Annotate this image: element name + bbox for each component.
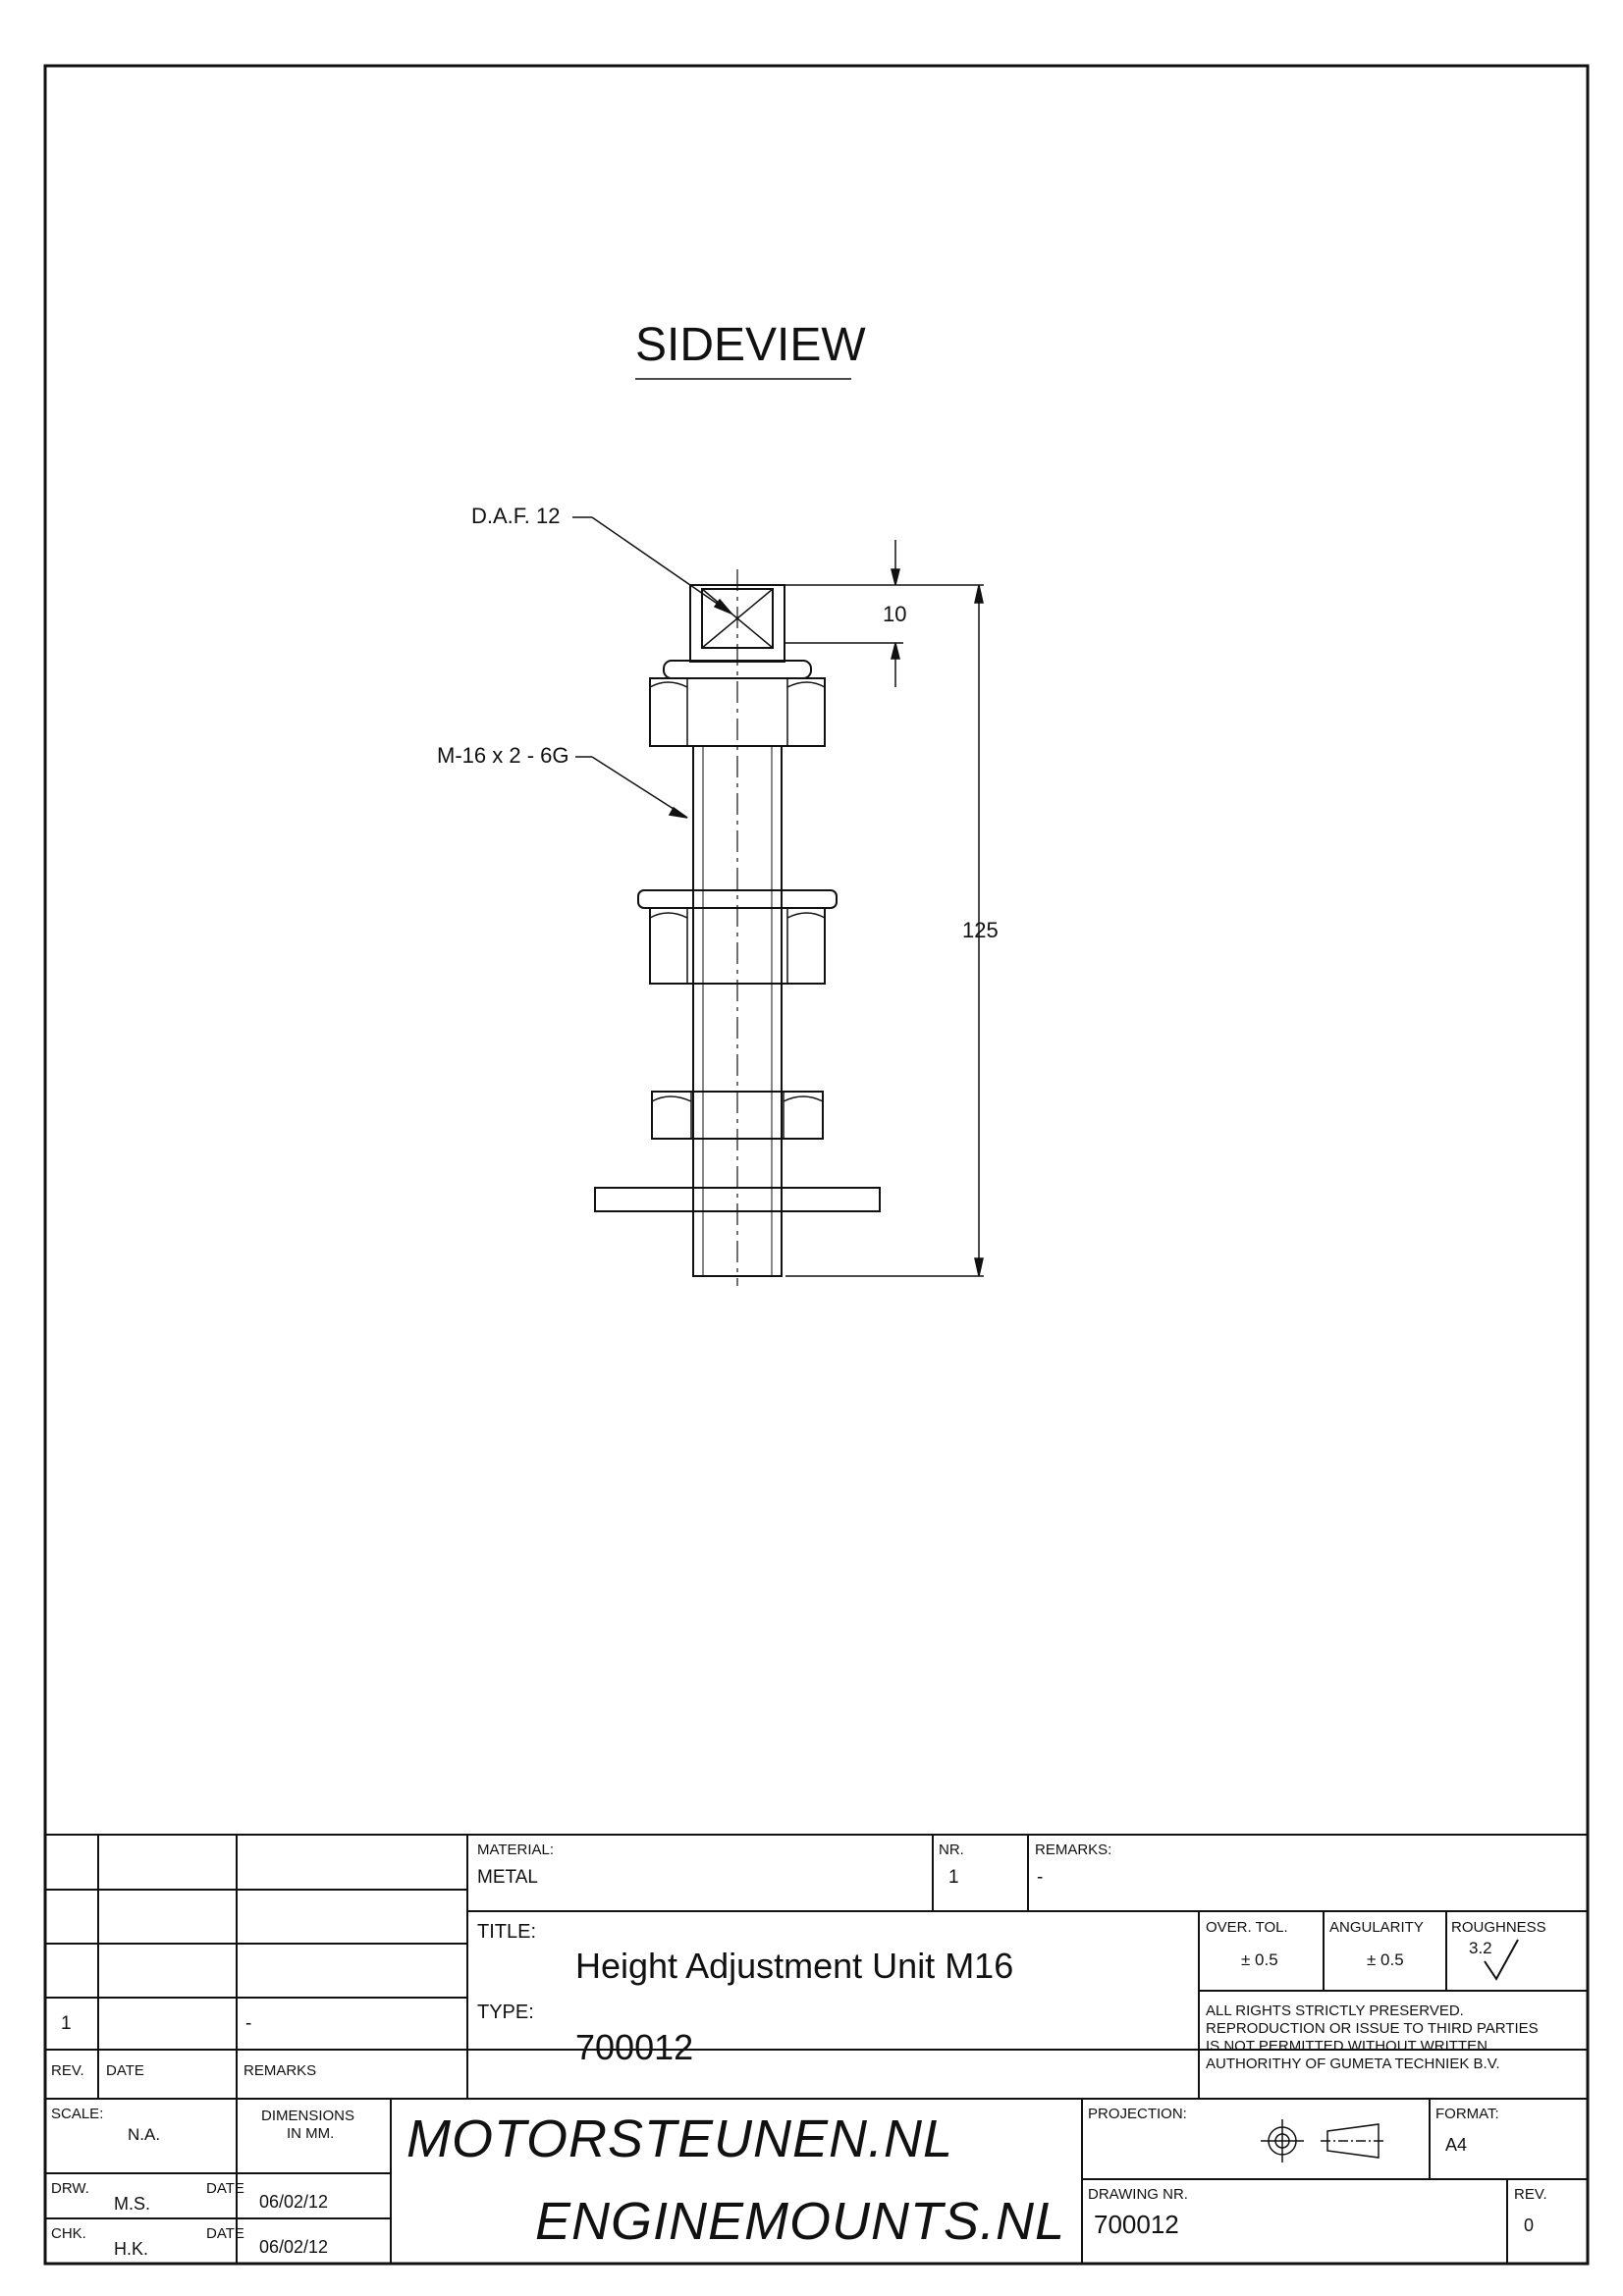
dimensions-line-2: IN MM. — [287, 2125, 335, 2142]
material-value: METAL — [477, 1867, 538, 1888]
drawing-nr-value: 700012 — [1094, 2210, 1179, 2239]
leader-lines — [572, 517, 731, 818]
drawing-nr-label: DRAWING NR. — [1088, 2186, 1188, 2203]
material-label: MATERIAL: — [477, 1842, 555, 1858]
overall-length-dimension: 125 — [962, 918, 999, 942]
rights-line-2: REPRODUCTION OR ISSUE TO THIRD PARTIES — [1206, 2020, 1539, 2037]
thread-annotation: M-16 x 2 - 6G — [437, 743, 569, 768]
rights-line-3: IS NOT PERMITTED WITHOUT WRITTEN — [1206, 2038, 1488, 2055]
brand-line-1: MOTORSTEUNEN.NL — [406, 2109, 954, 2168]
scale-value: N.A. — [128, 2125, 161, 2144]
rev-value: 0 — [1524, 2216, 1535, 2235]
brand-line-2: ENGINEMOUNTS.NL — [535, 2192, 1066, 2251]
rev-header: REV. — [51, 2062, 84, 2079]
nr-label: NR. — [939, 1842, 964, 1858]
chk-label: CHK. — [51, 2225, 86, 2242]
view-title: SIDEVIEW — [635, 319, 866, 371]
drw-date-label: DATE — [206, 2180, 244, 2197]
chk-value: H.K. — [114, 2239, 149, 2259]
angularity-value: ± 0.5 — [1367, 1950, 1404, 1969]
rights-line-4: AUTHORITHY OF GUMETA TECHNIEK B.V. — [1206, 2056, 1500, 2072]
rev-label: REV. — [1514, 2186, 1547, 2203]
rev-row-4-remarks: - — [245, 2013, 252, 2034]
dimensions-line-1: DIMENSIONS — [261, 2108, 355, 2124]
rights-line-1: ALL RIGHTS STRICTLY PRESERVED. — [1206, 2002, 1464, 2019]
head-height-dimension: 10 — [883, 602, 907, 626]
format-label: FORMAT: — [1435, 2106, 1499, 2122]
chk-date-value: 06/02/12 — [259, 2237, 329, 2257]
remarks-label: REMARKS: — [1035, 1842, 1112, 1858]
scale-label: SCALE: — [51, 2106, 104, 2122]
over-tol-label: OVER. TOL. — [1206, 1919, 1288, 1936]
rev-row-4-rev: 1 — [61, 2013, 72, 2034]
remarks-value: - — [1037, 1867, 1044, 1888]
roughness-label: ROUGHNESS — [1451, 1919, 1546, 1936]
angularity-label: ANGULARITY — [1329, 1919, 1424, 1936]
drw-value: M.S. — [114, 2194, 151, 2214]
remarks-header: REMARKS — [243, 2062, 317, 2079]
title-value: Height Adjustment Unit M16 — [575, 1946, 1014, 1986]
drw-date-value: 06/02/12 — [259, 2192, 329, 2212]
projection-label: PROJECTION: — [1088, 2106, 1187, 2122]
third-angle-projection-icon — [1261, 2119, 1386, 2163]
date-header: DATE — [106, 2062, 144, 2079]
drw-label: DRW. — [51, 2180, 89, 2197]
format-value: A4 — [1445, 2135, 1468, 2155]
over-tol-value: ± 0.5 — [1241, 1950, 1278, 1969]
title-label: TITLE: — [477, 1921, 537, 1943]
roughness-value: 3.2 — [1469, 1939, 1492, 1957]
daf-annotation: D.A.F. 12 — [471, 504, 561, 528]
chk-date-label: DATE — [206, 2225, 244, 2242]
type-label: TYPE: — [477, 2002, 534, 2023]
nr-value: 1 — [948, 1867, 959, 1888]
type-value: 700012 — [575, 2027, 694, 2067]
